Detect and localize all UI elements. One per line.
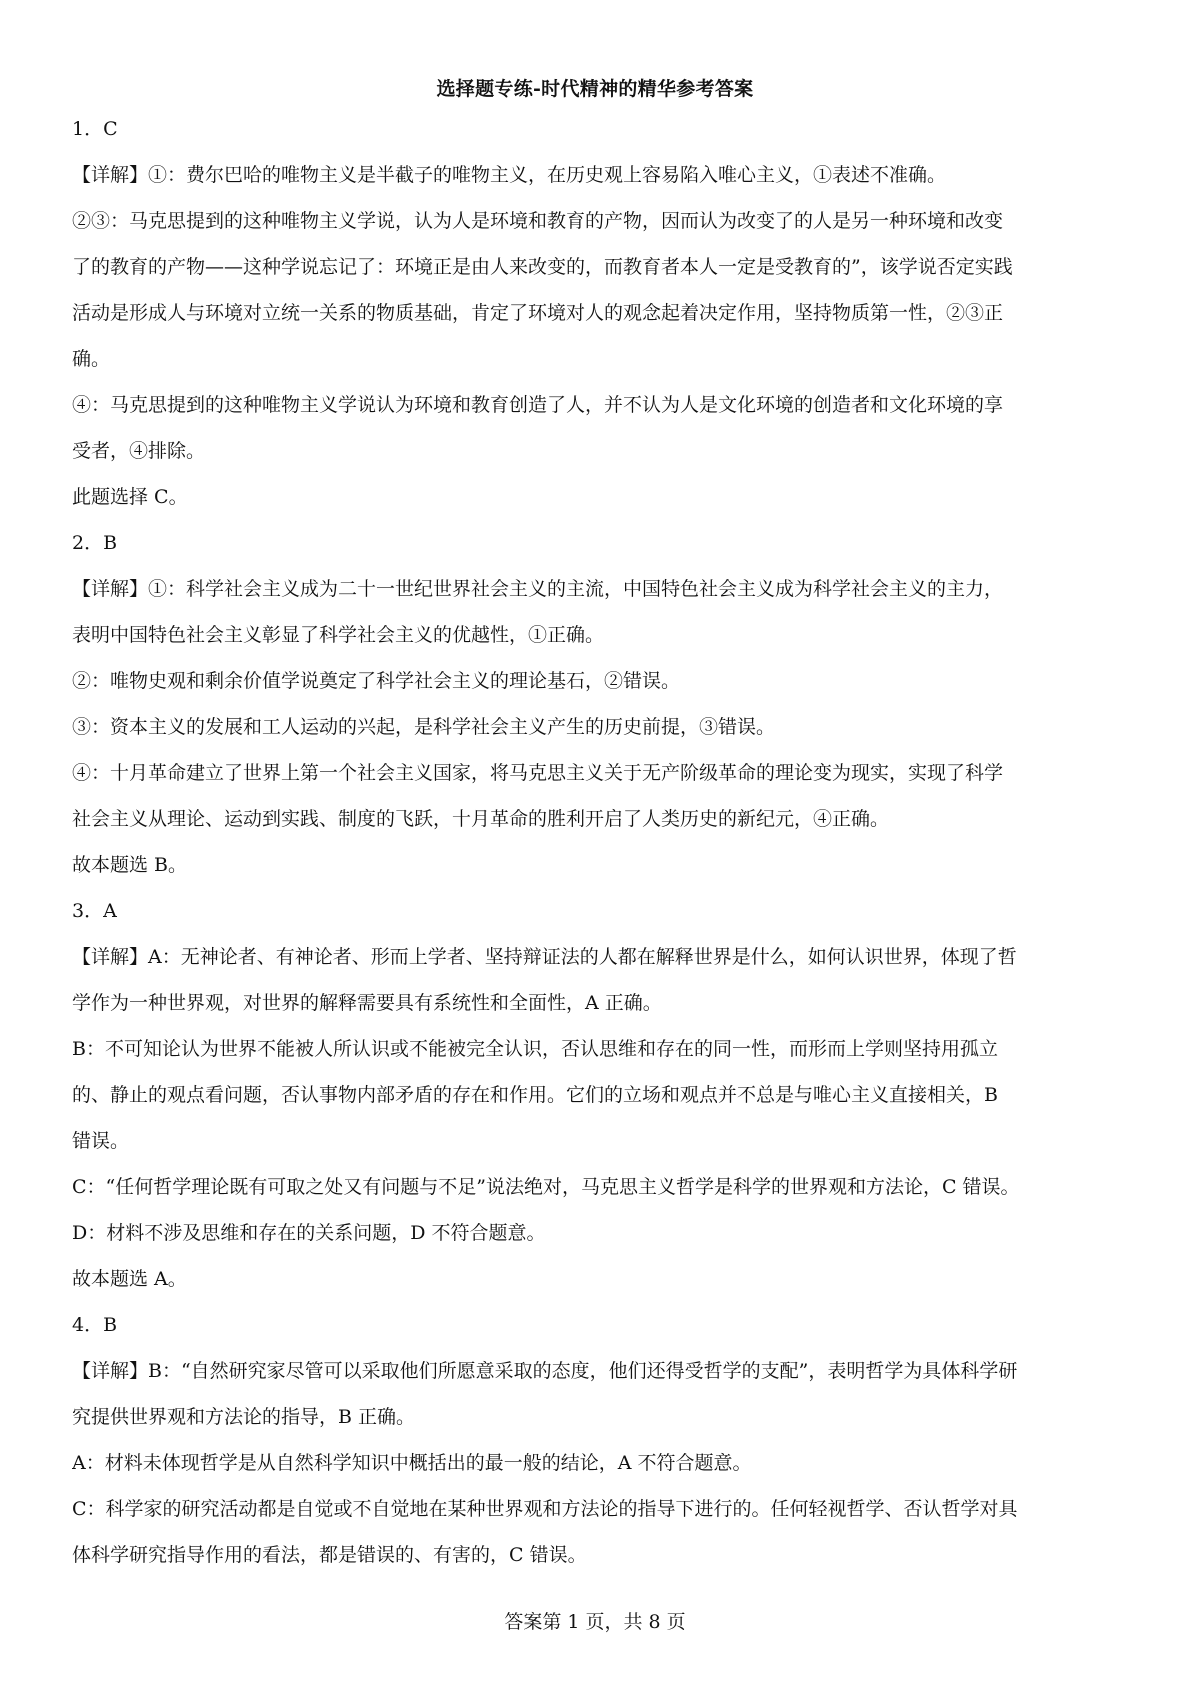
q4-answer: 4．B xyxy=(72,1314,118,1336)
q2-explanation-line: 社会主义从理论、运动到实践、制度的飞跃，十月革命的胜利开启了人类历史的新纪元，④正确。 xyxy=(72,808,890,830)
q3-explanation-line: 的、静止的观点看问题，否认事物内部矛盾的存在和作用。它们的立场和观点并不总是与唯心主义直接相关，B xyxy=(72,1084,998,1106)
q1-explanation-line: ②③：马克思提到的这种唯物主义学说，认为人是环境和教育的产物，因而认为改变了的人是另一种环境和改变 xyxy=(72,210,1004,232)
q1-explanation-line: 了的教育的产物——这种学说忘记了：环境正是由人来改变的，而教育者本人一定是受教育的”，该学说否定实践 xyxy=(72,256,1013,278)
q2-explanation-line: ③：资本主义的发展和工人运动的兴起，是科学社会主义产生的历史前提，③错误。 xyxy=(72,716,776,738)
q2-answer: 2．B xyxy=(72,532,118,554)
q2-explanation-line: ②：唯物史观和剩余价值学说奠定了科学社会主义的理论基石，②错误。 xyxy=(72,670,681,692)
q4-explanation-line: A：材料未体现哲学是从自然科学知识中概括出的最一般的结论，A 不符合题意。 xyxy=(72,1452,752,1474)
q2-explanation-line: 表明中国特色社会主义彰显了科学社会主义的优越性，①正确。 xyxy=(72,624,605,646)
q2-explanation-line: ④：十月革命建立了世界上第一个社会主义国家，将马克思主义关于无产阶级革命的理论变为现实，实现了科学 xyxy=(72,762,1004,784)
q4-explanation-line: 体科学研究指导作用的看法，都是错误的、有害的，C 错误。 xyxy=(72,1544,587,1566)
q1-explanation-line: 【详解】①：费尔巴哈的唯物主义是半截子的唯物主义，在历史观上容易陷入唯心主义，①表述不准确。 xyxy=(72,164,947,186)
q3-explanation-line: C：“任何哲学理论既有可取之处又有问题与不足”说法绝对，马克思主义哲学是科学的世界观和方法论，C 错误。 xyxy=(72,1176,1020,1198)
q3-explanation-line: 【详解】A：无神论者、有神论者、形而上学者、坚持辩证法的人都在解释世界是什么，如何认识世界，体现了哲 xyxy=(72,946,1017,968)
page-title: 选择题专练-时代精神的精华参考答案 xyxy=(436,78,754,100)
q2-explanation-line: 【详解】①：科学社会主义成为二十一世纪世界社会主义的主流，中国特色社会主义成为科学社会主义的主力， xyxy=(72,578,1004,600)
q3-explanation-line: 错误。 xyxy=(72,1130,130,1152)
q4-explanation-line: 【详解】B：“自然研究家尽管可以采取他们所愿意采取的态度，他们还得受哲学的支配”，表明哲学为具体科学研 xyxy=(72,1360,1018,1382)
q1-conclusion: 此题选择 C。 xyxy=(72,486,188,508)
q4-explanation-line: 究提供世界观和方法论的指导，B 正确。 xyxy=(72,1406,416,1428)
q3-answer: 3．A xyxy=(72,900,117,922)
q3-conclusion: 故本题选 A。 xyxy=(72,1268,187,1290)
q1-explanation-line: 活动是形成人与环境对立统一关系的物质基础，肯定了环境对人的观念起着决定作用，坚持物质第一性，②③正 xyxy=(72,302,1004,324)
q3-explanation-line: 学作为一种世界观，对世界的解释需要具有系统性和全面性，A 正确。 xyxy=(72,992,662,1014)
q4-explanation-line: C：科学家的研究活动都是自觉或不自觉地在某种世界观和方法论的指导下进行的。任何轻视哲学、否认哲学对具 xyxy=(72,1498,1018,1520)
q1-explanation-line: 受者，④排除。 xyxy=(72,440,206,462)
q3-explanation-line: D：材料不涉及思维和存在的关系问题，D 不符合题意。 xyxy=(72,1222,546,1244)
page-footer: 答案第 1 页，共 8 页 xyxy=(504,1611,686,1633)
q1-answer: 1．C xyxy=(72,118,118,140)
q3-explanation-line: B：不可知论认为世界不能被人所认识或不能被完全认识，否认思维和存在的同一性，而形而上学则坚持用孤立 xyxy=(72,1038,998,1060)
q2-conclusion: 故本题选 B。 xyxy=(72,854,188,876)
q1-explanation-line: 确。 xyxy=(72,348,111,370)
q1-explanation-line: ④：马克思提到的这种唯物主义学说认为环境和教育创造了人，并不认为人是文化环境的创造者和文化环境的享 xyxy=(72,394,1004,416)
answer-body xyxy=(72,106,1120,1578)
